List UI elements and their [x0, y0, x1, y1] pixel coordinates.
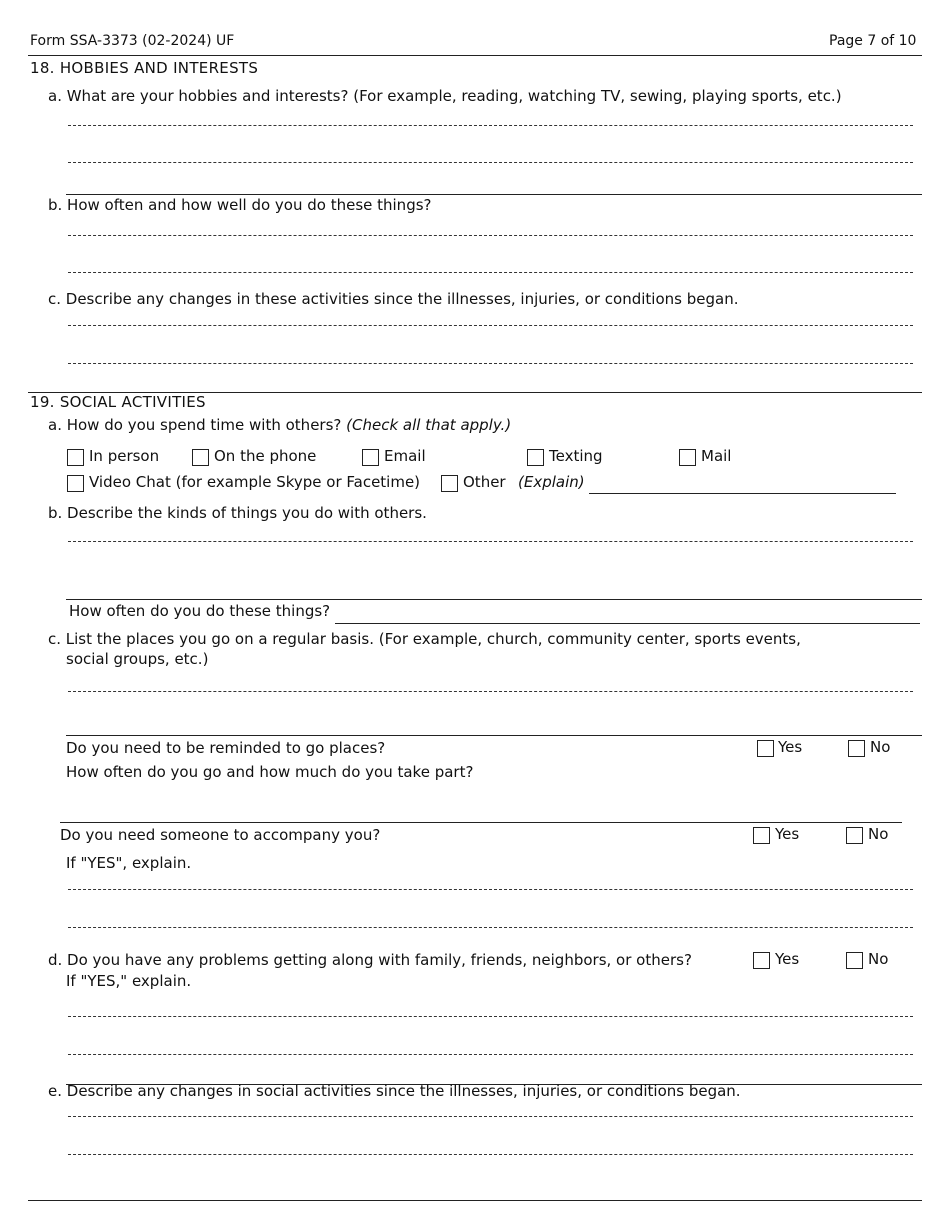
checkbox-email[interactable]: [362, 449, 379, 466]
accompany-line-2[interactable]: [68, 927, 913, 928]
s19-question-a-note: (Check all that apply.): [346, 416, 512, 434]
problems-yes-label: Yes: [775, 950, 800, 968]
label-explain: (Explain): [518, 473, 585, 491]
label-other: Other: [463, 473, 506, 491]
how-often-go-question: How often do you go and how much do you take part?: [66, 763, 474, 781]
accompany-yes-checkbox[interactable]: [753, 827, 770, 844]
s18-a-rule: [66, 194, 922, 195]
s18-c-line-2[interactable]: [68, 363, 913, 364]
accompany-explain-prompt: If "YES", explain.: [66, 854, 192, 872]
s19-question-c-line-2: social groups, etc.): [66, 650, 209, 668]
s18-question-a: a. What are your hobbies and interests? (For example, reading, watching TV, sewing, playing sports, etc.): [48, 87, 842, 105]
checkbox-other[interactable]: [441, 475, 458, 492]
label-in-person: In person: [89, 447, 160, 465]
s19-d-line-1[interactable]: [68, 1016, 913, 1017]
checkbox-video-chat[interactable]: [67, 475, 84, 492]
remind-yes-label: Yes: [778, 738, 803, 756]
s19-question-c-line-1: c. List the places you go on a regular basis. (For example, church, community center, sports events,: [48, 630, 801, 648]
remind-question: Do you need to be reminded to go places?: [66, 739, 386, 757]
checkbox-in-person[interactable]: [67, 449, 84, 466]
s19-e-line-1[interactable]: [68, 1116, 913, 1117]
page-number: Page 7 of 10: [829, 33, 917, 49]
label-email: Email: [384, 447, 426, 465]
s18-a-line-2[interactable]: [68, 162, 913, 163]
s19-question-e: e. Describe any changes in social activities since the illnesses, injuries, or conditions began.: [48, 1082, 741, 1100]
s18-a-line-1[interactable]: [68, 125, 913, 126]
checkbox-texting[interactable]: [527, 449, 544, 466]
s18-b-line-1[interactable]: [68, 235, 913, 236]
s19-d-line-2[interactable]: [68, 1054, 913, 1055]
accompany-yes-label: Yes: [775, 825, 800, 843]
header-rule: [28, 55, 922, 56]
s18-b-line-2[interactable]: [68, 272, 913, 273]
remind-yes-checkbox[interactable]: [757, 740, 774, 757]
s19-b-how-often: How often do you do these things?: [69, 602, 331, 620]
s19-question-a: [48, 416, 511, 434]
checkbox-on-the-phone[interactable]: [192, 449, 209, 466]
s19-question-a-text: a. How do you spend time with others?: [48, 416, 342, 434]
s18-question-c: c. Describe any changes in these activities since the illnesses, injuries, or conditions began.: [48, 290, 739, 308]
remind-no-label: No: [870, 738, 891, 756]
section-19-title: 19. SOCIAL ACTIVITIES: [30, 393, 206, 411]
other-explain-line[interactable]: [589, 493, 896, 494]
checkbox-mail[interactable]: [679, 449, 696, 466]
s19-question-b: b. Describe the kinds of things you do with others.: [48, 504, 427, 522]
problems-yes-checkbox[interactable]: [753, 952, 770, 969]
s19-e-line-2[interactable]: [68, 1154, 913, 1155]
s19-b-rule: [66, 599, 922, 600]
label-on-the-phone: On the phone: [214, 447, 317, 465]
s19-b-line-1[interactable]: [68, 541, 913, 542]
s19-question-d-line-2: If "YES," explain.: [66, 972, 192, 990]
label-video-chat: Video Chat (for example Skype or Facetime): [89, 473, 421, 491]
section-18-title: 18. HOBBIES AND INTERESTS: [30, 59, 259, 77]
label-mail: Mail: [701, 447, 732, 465]
accompany-line-1[interactable]: [68, 889, 913, 890]
problems-no-checkbox[interactable]: [846, 952, 863, 969]
how-often-answer-line[interactable]: [335, 623, 920, 624]
s19-question-d-line-1: d. Do you have any problems getting along with family, friends, neighbors, or others?: [48, 951, 692, 969]
label-texting: Texting: [549, 447, 603, 465]
s18-c-line-1[interactable]: [68, 325, 913, 326]
form-id: Form SSA-3373 (02-2024) UF: [30, 33, 235, 49]
footer-rule: [28, 1200, 922, 1201]
s18-question-b: b. How often and how well do you do these things?: [48, 196, 432, 214]
remind-no-checkbox[interactable]: [848, 740, 865, 757]
accompany-no-label: No: [868, 825, 889, 843]
accompany-question: Do you need someone to accompany you?: [60, 826, 381, 844]
problems-no-label: No: [868, 950, 889, 968]
accompany-no-checkbox[interactable]: [846, 827, 863, 844]
how-often-go-answer-line[interactable]: [60, 822, 902, 823]
s19-c-line-1[interactable]: [68, 691, 913, 692]
s19-c-rule: [66, 735, 922, 736]
